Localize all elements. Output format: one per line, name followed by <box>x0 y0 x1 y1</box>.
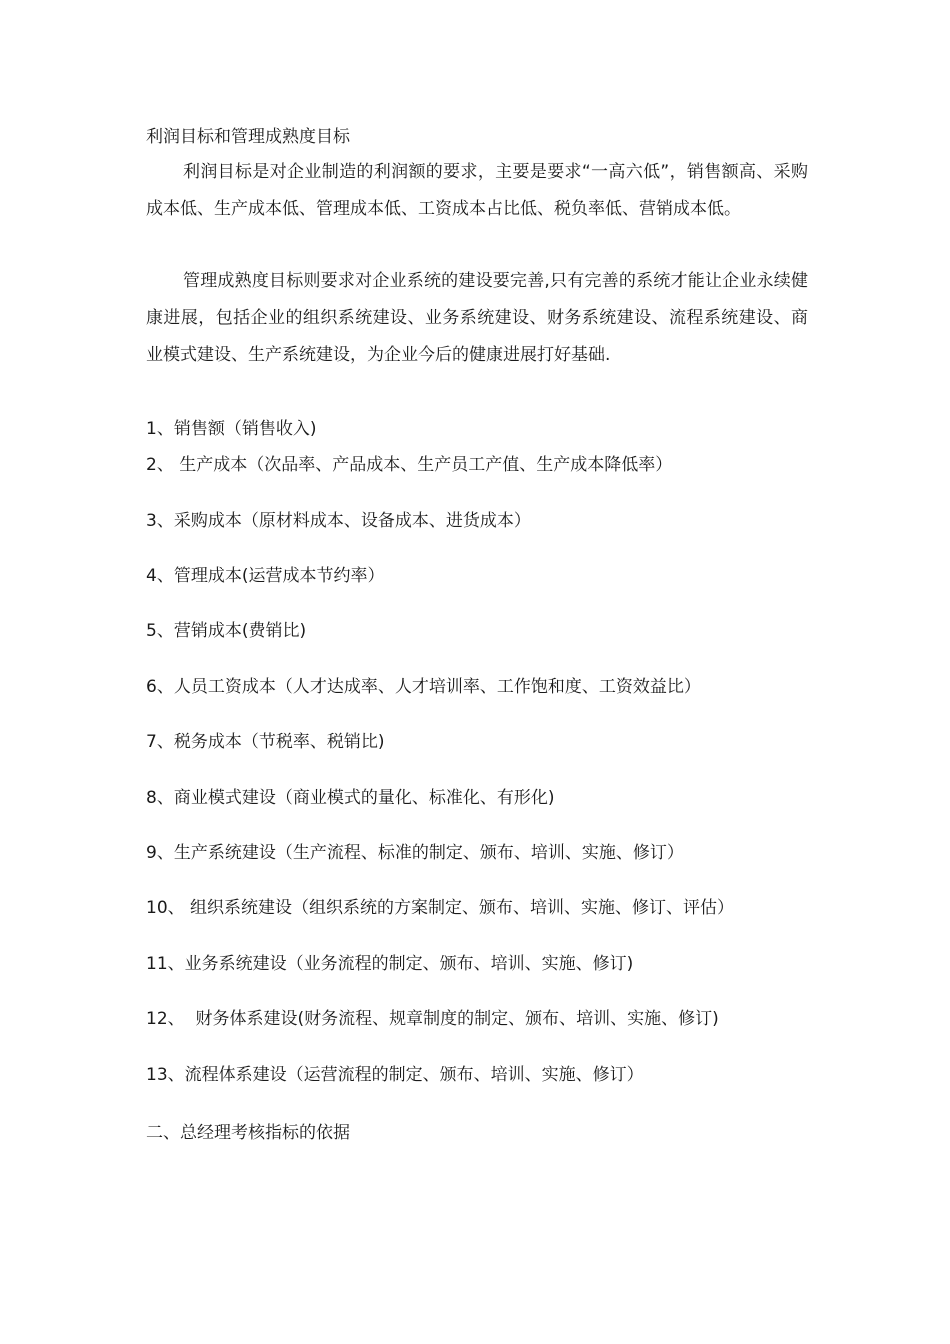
list-item: 9、生产系统建设（生产流程、标准的制定、颁布、培训、实施、修订） <box>146 843 684 863</box>
section-heading: 二、总经理考核指标的依据 <box>146 1123 350 1143</box>
list-item: 2、 生产成本（次品率、产品成本、生产员工产值、生产成本降低率） <box>146 455 673 475</box>
list-item: 13、流程体系建设（运营流程的制定、颁布、培训、实施、修订） <box>146 1065 644 1085</box>
list-item: 7、税务成本（节税率、税销比) <box>146 732 385 752</box>
list-item: 11、业务系统建设（业务流程的制定、颁布、培训、实施、修订) <box>146 954 634 974</box>
list-item: 6、人员工资成本（人才达成率、人才培训率、工作饱和度、工资效益比） <box>146 677 701 697</box>
document-title: 利润目标和管理成熟度目标 <box>146 127 350 147</box>
list-item: 5、营销成本(费销比) <box>146 621 307 641</box>
list-item: 3、采购成本（原材料成本、设备成本、进货成本） <box>146 511 531 531</box>
list-item: 10、 组织系统建设（组织系统的方案制定、颁布、培训、实施、修订、评估） <box>146 898 735 918</box>
list-item: 1、销售额（销售收入) <box>146 419 317 439</box>
list-item: 4、管理成本(运营成本节约率） <box>146 566 385 586</box>
paragraph-management-maturity: 管理成熟度目标则要求对企业系统的建设要完善,只有完善的系统才能让企业永续健康进展，包括企业的组织系统建设、业务系统建设、财务系统建设、流程系统建设、商业模式建设、生产系统建设，为企业今后的健康进展打好基础. <box>146 271 808 365</box>
list-item: 12、 财务体系建设(财务流程、规章制度的制定、颁布、培训、实施、修订) <box>146 1009 719 1029</box>
paragraph-profit-target: 利润目标是对企业制造的利润额的要求，主要是要求“一高六低”，销售额高、采购成本低、生产成本低、管理成本低、工资成本占比低、税负率低、营销成本低。 <box>146 162 808 219</box>
list-item: 8、商业模式建设（商业模式的量化、标准化、有形化) <box>146 788 555 808</box>
